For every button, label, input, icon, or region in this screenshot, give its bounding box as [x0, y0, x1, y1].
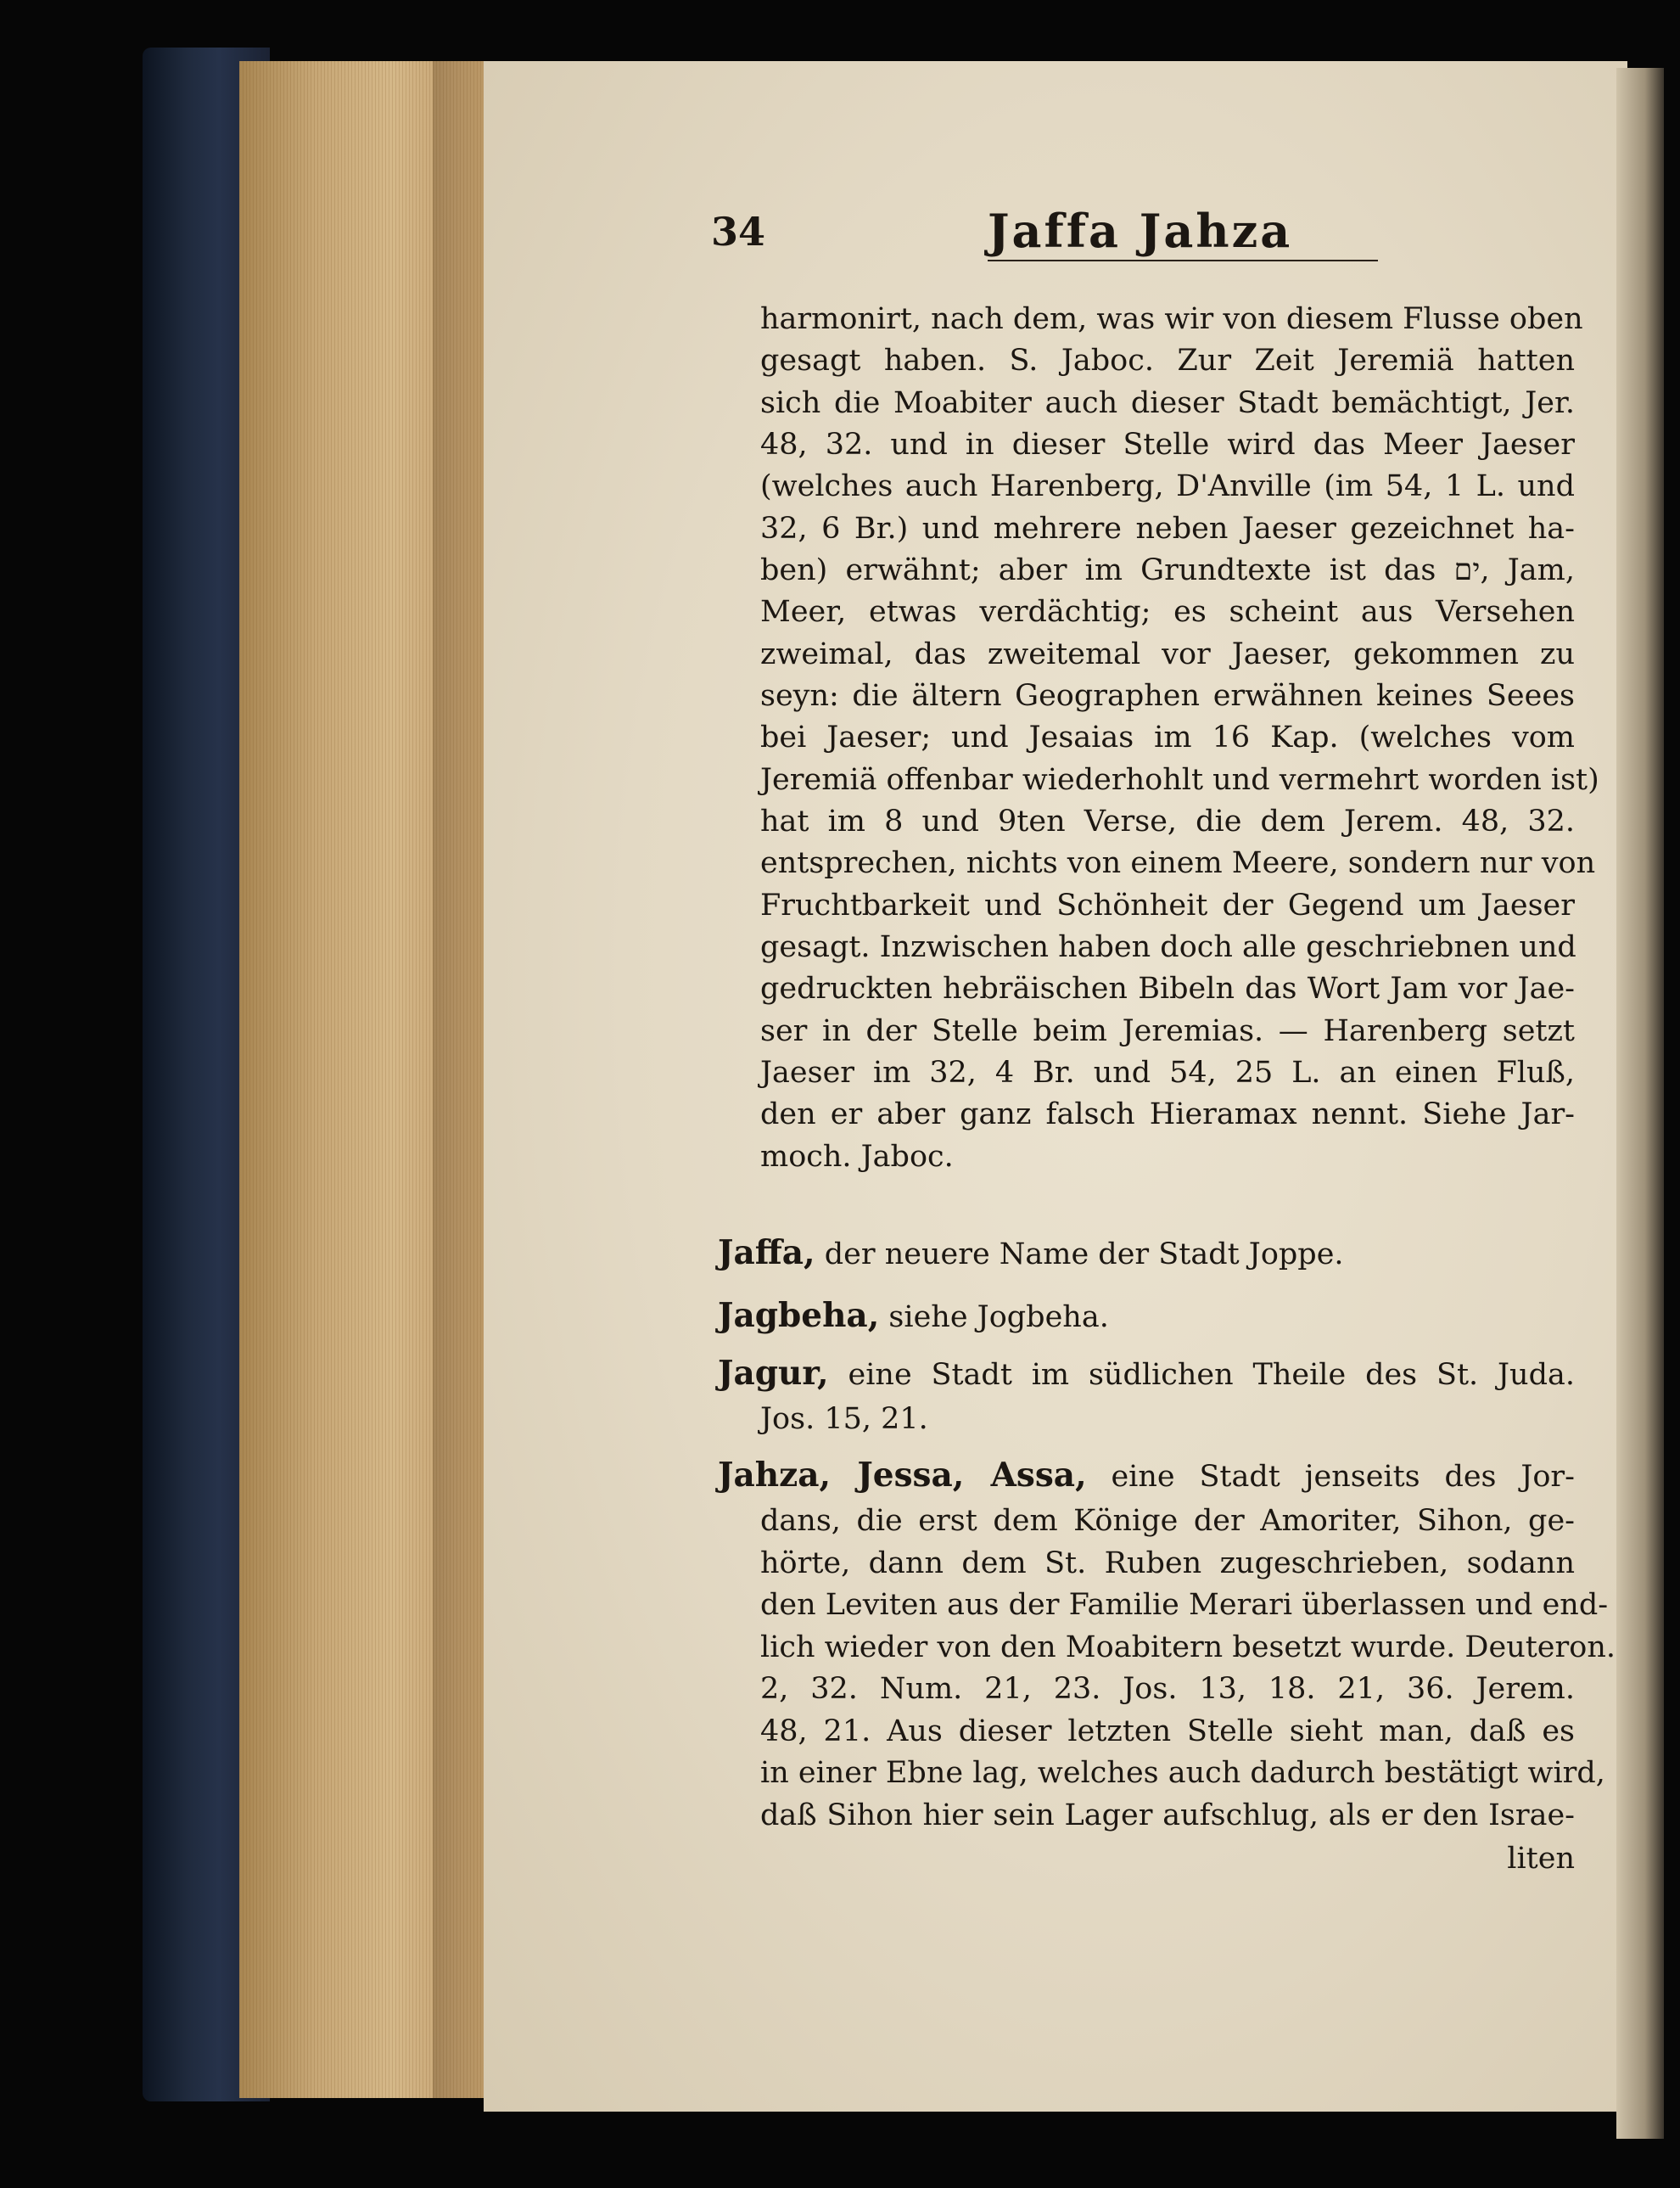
text-line: in einer Ebne lag, welches auch dadurch bestätigt wird, — [760, 1756, 1605, 1790]
text-line: 2, 32. Num. 21, 23. Jos. 13, 18. 21, 36. Jerem. — [760, 1672, 1575, 1706]
lemma-jahza: Jahza, Jessa, Assa, — [718, 1456, 1087, 1495]
lemma-jagbeha: Jagbeha, — [718, 1296, 880, 1335]
entry-text: siehe Jogbeha. — [888, 1300, 1109, 1334]
text-line: den er aber ganz falsch Hieramax nennt. Siehe Jar- — [760, 1097, 1575, 1131]
text-line: zweimal, das zweitemal vor Jaeser, gekommen zu — [760, 637, 1575, 671]
entry-jagbeha — [718, 1295, 1575, 1336]
text-line: hat im 8 und 9ten Verse, die dem Jerem. 48, 32. — [760, 805, 1575, 839]
text-line: gedruckten hebräischen Bibeln das Wort Jam vor Jae- — [760, 972, 1575, 1006]
catchword: liten — [1507, 1842, 1575, 1876]
lemma-jagur: Jagur, — [718, 1354, 829, 1393]
text-line: gesagt haben. S. Jaboc. Zur Zeit Jeremiä hatten — [760, 344, 1575, 378]
running-title: Jaffa Jahza — [988, 204, 1293, 258]
text-line: Meer, etwas verdächtig; es scheint aus Versehen — [760, 595, 1575, 629]
text-line: ser in der Stelle beim Jeremias. — Harenberg setzt — [760, 1014, 1575, 1048]
text-line: seyn: die ältern Geographen erwähnen keines Seees — [760, 679, 1575, 713]
text-line: hörte, dann dem St. Ruben zugeschrieben, sodann — [760, 1546, 1575, 1580]
text-line: (welches auch Harenberg, D'Anville (im 54, 1 L. und — [760, 469, 1575, 503]
text-line: den Leviten aus der Familie Merari überlassen und end- — [760, 1588, 1609, 1622]
text-line: harmonirt, nach dem, was wir von diesem Flusse oben — [760, 302, 1583, 336]
text-line: entsprechen, nichts von einem Meere, sondern nur von — [760, 846, 1596, 880]
text-line: 48, 21. Aus dieser letzten Stelle sieht man, daß es — [760, 1714, 1575, 1748]
lemma-jaffa: Jaffa, — [718, 1233, 815, 1272]
entry-jagur — [718, 1353, 1575, 1394]
text-line: ben) erwähnt; aber im Grundtexte ist das ים, Jam, — [760, 553, 1575, 587]
page-number: 34 — [711, 209, 766, 255]
entry-jaffa — [718, 1232, 1575, 1273]
text-line: Jaeser im 32, 4 Br. und 54, 25 L. an einen Fluß, — [760, 1056, 1575, 1090]
text-line: 48, 32. und in dieser Stelle wird das Meer Jaeser — [760, 428, 1575, 462]
text-line: lich wieder von den Moabitern besetzt wurde. Deuteron. — [760, 1630, 1616, 1664]
text-line: 32, 6 Br.) und mehrere neben Jaeser gezeichnet ha- — [760, 512, 1575, 546]
text-line: gesagt. Inzwischen haben doch alle geschriebnen und — [760, 930, 1576, 964]
text-line: Jeremiä offenbar wiederhohlt und vermehrt worden ist) — [760, 763, 1599, 797]
text-line: daß Sihon hier sein Lager aufschlug, als er den Israe- — [760, 1798, 1575, 1832]
text-line: sich die Moabiter auch dieser Stadt bemächtigt, Jer. — [760, 386, 1575, 420]
text-line: Fruchtbarkeit und Schönheit der Gegend um Jaeser — [760, 889, 1575, 923]
text-line: moch. Jaboc. — [760, 1140, 954, 1174]
text-line: dans, die erst dem Könige der Amoriter, Sihon, ge- — [760, 1504, 1575, 1538]
text-line: bei Jaeser; und Jesaias im 16 Kap. (welches vom — [760, 721, 1575, 755]
entry-text: eine Stadt jenseits des Jor- — [1111, 1460, 1575, 1494]
text-line: Jos. 15, 21. — [760, 1402, 928, 1436]
entry-text: der neuere Name der Stadt Joppe. — [824, 1237, 1344, 1271]
entry-jahza — [718, 1455, 1575, 1495]
entry-text: eine Stadt im südlichen Theile des St. Juda. — [848, 1358, 1575, 1392]
